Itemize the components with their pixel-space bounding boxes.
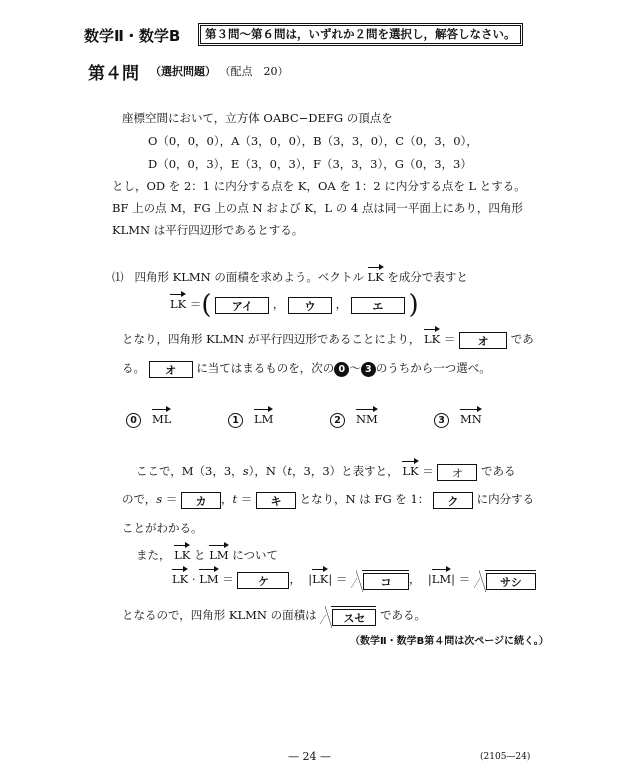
text: また， [136, 548, 171, 562]
answer-box-ku[interactable]: ク [433, 492, 473, 509]
part2-line-2 [122, 491, 534, 509]
var-s: s [242, 464, 249, 478]
choice-0[interactable] [126, 410, 171, 428]
equals-sign: ＝ [222, 572, 234, 586]
choice-vector-mn: MN [459, 412, 482, 426]
vector-lk: LK [174, 548, 191, 562]
choice-marker-0: 0 [334, 362, 349, 377]
choice-3[interactable] [434, 410, 482, 428]
text: ここで，M（3，3， [136, 464, 243, 478]
text: ），N（ [248, 464, 288, 478]
comma: ， [221, 492, 233, 506]
answer-box-o-plain[interactable]: オ [437, 464, 477, 481]
equals-sign: ＝ [165, 492, 178, 506]
intro-line-4: とし，OD を 2：1 に内分する点を K，OA を 1：2 に内分する点を L とする。 [112, 179, 526, 193]
choice-number-2: 2 [330, 413, 345, 428]
intro-line-2: O（0，0，0），A（3，0，0），B（3，3，0），C（0，3，0）， [148, 134, 478, 148]
part-number: ⑴ [112, 270, 124, 284]
var-s: s [156, 492, 163, 506]
choice-number-0: 0 [126, 413, 141, 428]
choice-number-1: 1 [228, 413, 243, 428]
right-paren: ) [408, 290, 419, 320]
vector-lm: LM [209, 548, 229, 562]
equals-sign: ＝ [189, 297, 202, 311]
choice-2[interactable] [330, 410, 378, 428]
equals-sign: ＝ [443, 332, 456, 346]
text: る。 [122, 361, 145, 375]
answer-box-ki[interactable]: キ [256, 492, 296, 509]
sqrt-sashi [474, 570, 536, 590]
choice-number-3: 3 [434, 413, 449, 428]
left-paren: ( [201, 290, 212, 320]
text: となり，四角形 KLMN が平行四辺形であることにより， [122, 332, 421, 346]
part2-line-5: LK · LM ＝ ケ ， |LK| ＝ コ ， |LM| ＝ サシ [172, 570, 536, 590]
part2-line-3: ことがわかる。 [122, 521, 203, 535]
answer-box-suse[interactable]: スセ [332, 609, 376, 626]
vector-lk: LK [170, 297, 187, 311]
intro-line-6: KLMN は平行四辺形であるとする。 [112, 223, 304, 237]
answer-box-u[interactable]: ウ [288, 297, 332, 314]
vector-lm: LM [431, 572, 452, 586]
intro-line-3: D（0，0，3），E（3，0，3），F（3，3，3），G（0，3，3） [148, 157, 472, 171]
vector-lk: LK [402, 464, 419, 478]
sqrt-ko [351, 570, 409, 590]
intro-line-1: 座標空間において，立方体 OABC−DEFG の頂点を [122, 111, 393, 125]
vector-lm: LM [199, 572, 219, 586]
vector-lk: LK [312, 572, 329, 586]
question-meta [150, 63, 289, 79]
text: であ [510, 332, 534, 346]
answer-box-e[interactable]: エ [351, 297, 405, 314]
choice-1[interactable] [228, 410, 273, 428]
part1-line-2 [122, 330, 534, 349]
lead-tail: を成分で表すと [387, 270, 468, 284]
points-label: （配点 20） [219, 65, 289, 78]
question-title: 第４問 [88, 64, 139, 84]
tilde: ～ [349, 361, 361, 375]
answer-box-ka[interactable]: カ [181, 492, 221, 509]
page-code: (2105—24) [480, 752, 531, 762]
equals-sign: ＝ [458, 572, 471, 586]
answer-box-ko[interactable]: コ [363, 573, 409, 590]
vector-lk: LK [424, 332, 441, 346]
equals-sign: ＝ [335, 572, 348, 586]
text: となるので，四角形 KLMN の面積は [122, 608, 317, 622]
answer-box-sashi[interactable]: サシ [486, 573, 536, 590]
comma: ， [409, 572, 421, 586]
text: に内分する [476, 492, 535, 506]
answer-box-ai[interactable]: アイ [215, 297, 269, 314]
subject-title: 数学Ⅱ・数学B [84, 27, 181, 45]
text: ，3，3）と表すと， [292, 464, 399, 478]
text: である [481, 464, 516, 478]
text: である。 [379, 608, 426, 622]
part2-line-4 [136, 546, 278, 563]
part2-line-1 [136, 462, 516, 481]
equals-sign: ＝ [240, 492, 253, 506]
vector-lk: LK [367, 270, 384, 284]
part1-line-3 [122, 360, 491, 378]
var-t: t [232, 492, 238, 506]
lead-text: 四角形 KLMN の面積を求めよう。ベクトル [134, 270, 364, 284]
comma: ， [272, 297, 285, 311]
text: に当てはまるものを，次の [196, 361, 335, 375]
comma: ， [289, 572, 301, 586]
choice-vector-ml: ML [151, 412, 172, 426]
vector-lk: LK [172, 572, 189, 586]
page-number: — 24 — [288, 750, 331, 763]
text: ので， [122, 492, 157, 506]
instruction-box: 第３問～第６問は，いずれか２問を選択し，解答しなさい。 [200, 25, 521, 44]
text: となり，N は FG を 1： [299, 492, 430, 506]
dot-operator: · [191, 572, 196, 586]
choice-vector-lm: LM [253, 412, 274, 426]
intro-line-5: BF 上の点 M，FG 上の点 N および K，L の 4 点は同一平面上にあり，四角形 [112, 201, 523, 215]
answer-box-o[interactable]: オ [459, 332, 507, 349]
continued-note: （数学Ⅱ・数学B第４問は次ページに続く。） [350, 636, 549, 647]
comma: ， [335, 297, 348, 311]
equals-sign: ＝ [422, 464, 434, 478]
answer-box-ke[interactable]: ケ [237, 572, 289, 589]
text: のうちから一つ選べ。 [375, 361, 491, 375]
part2-line-6 [122, 606, 426, 626]
text: について [232, 548, 279, 562]
selection-label: （選択問題） [150, 65, 216, 78]
choice-vector-nm: NM [355, 412, 378, 426]
part1-lead [112, 268, 468, 285]
lk-component-equation [170, 292, 419, 318]
text: と [194, 548, 206, 562]
var-t: t [287, 464, 293, 478]
sqrt-suse [320, 606, 376, 626]
answer-box-o-ref[interactable]: オ [149, 361, 193, 378]
choice-marker-3: 3 [361, 362, 376, 377]
